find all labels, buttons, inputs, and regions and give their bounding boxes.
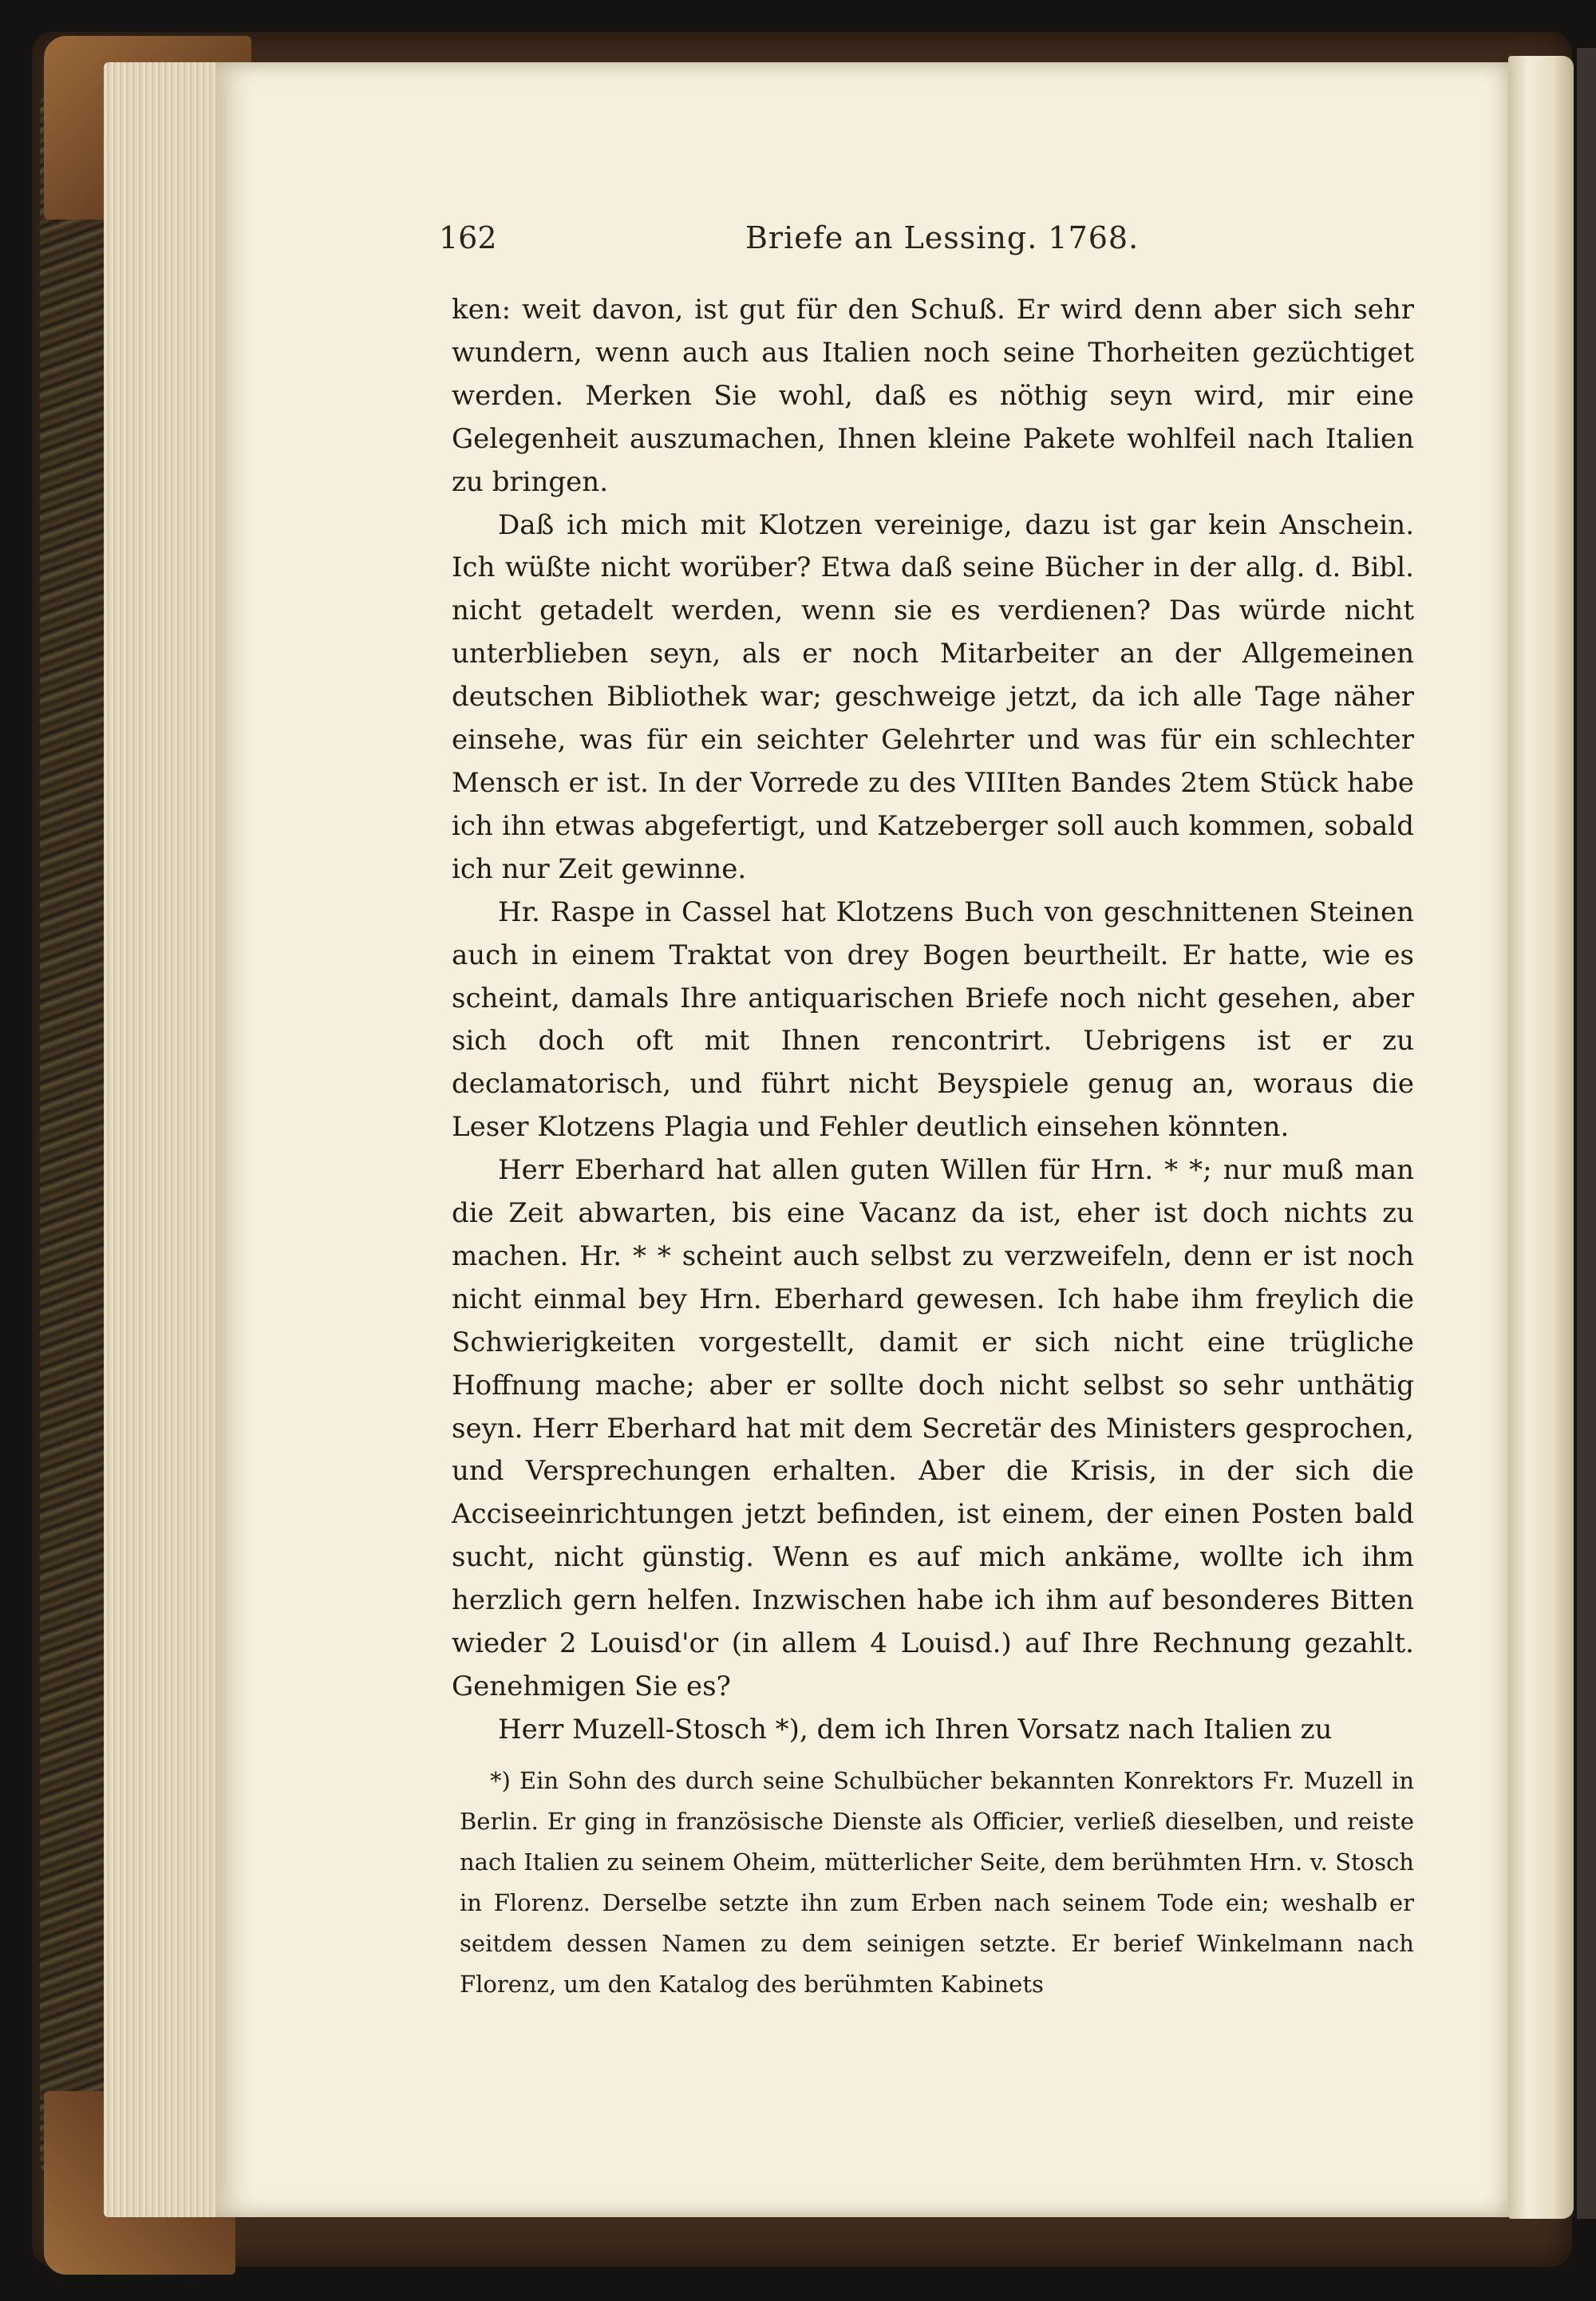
paragraph-continuation: ken: weit davon, ist gut für den Schuß. Er wird denn aber sich sehr wundern, wenn auch aus Italien noch seine Thorheiten gezüchtiget werden. Merken Sie wohl, daß es nöthig seyn wird, mir eine Gelegenheit auszumachen, Ihnen kleine Pakete wohlfeil nach Italien zu bringen. — [452, 294, 1414, 498]
footnote: *) Ein Sohn des durch seine Schulbücher bekannten Konrektors Fr. Muzell in Berlin. Er ging in französische Dienste als Officier, verließ dieselben, und reiste nach Italien zu seinem Oheim, mütterlicher Seite, dem berühmten Hrn. v. Stosch in Florenz. Derselbe setzte ihn zum Erben nach seinem Tode ein; weshalb er seitdem dessen Namen zu dem seinigen setzte. Er berief Winkelmann nach Florenz, um den Katalog des berühmten Kabinets — [460, 1767, 1414, 1998]
body-text — [452, 289, 1414, 1752]
facing-page-strip — [1577, 48, 1596, 2219]
paragraph: Daß ich mich mit Klotzen vereinige, dazu ist gar kein Anschein. Ich wüßte nicht worüber? Etwa daß seine Bücher in der allg. d. Bibl. nicht getadelt werden, wenn sie es verdienen? Das würde nicht unterblieben seyn, als er noch Mitarbeiter an der Allgemeinen deutschen Bibliothek war; geschweige jetzt, da ich alle Tage näher einsehe, was für ein seichter Gelehrter und was für ein schlechter Mensch er ist. In der Vorrede zu des VIIIten Bandes 2tem Stück habe ich ihn etwas abgefertigt, und Katzeberger soll auch kommen, sobald ich nur Zeit gewinne. — [452, 508, 1414, 885]
footnote-section — [460, 1761, 1414, 2005]
page-number: 162 — [439, 220, 497, 255]
page-edge-right — [1508, 56, 1574, 2219]
paragraph: Herr Eberhard hat allen guten Willen für Hrn. * *; nur muß man die Zeit abwarten, bis eine Vacanz da ist, eher ist doch nichts zu machen. Hr. * * scheint auch selbst zu verzweifeln, denn er ist noch nicht einmal bey Hrn. Eberhard gewesen. Ich habe ihm freylich die Schwierigkeiten vorgestellt, damit er sich nicht eine trügliche Hoffnung mache; aber er sollte doch nicht selbst so sehr unthätig seyn. Herr Eberhard hat mit dem Secretär des Ministers gesprochen, und Versprechungen erhalten. Aber die Krisis, in der sich die Acciseeinrichtungen jetzt befinden, ist einem, der einen Posten bald sucht, nicht günstig. Wenn es auf mich ankäme, wollte ich ihm herzlich gern helfen. Inzwischen habe ich ihm auf besonderes Bitten wieder 2 Louisd'or (in allem 4 Louisd.) auf Ihre Rechnung gezahlt. Genehmigen Sie es? — [452, 1154, 1414, 1702]
running-title: Briefe an Lessing. 1768. — [745, 220, 1140, 255]
paragraph: Herr Muzell-Stosch *), dem ich Ihren Vorsatz nach Italien zu — [498, 1713, 1333, 1746]
page-stack-left — [104, 62, 231, 2217]
page-header — [439, 220, 1428, 268]
paragraph: Hr. Raspe in Cassel hat Klotzens Buch von geschnittenen Steinen auch in einem Traktat von drey Bogen beurtheilt. Er hatte, wie es scheint, damals Ihre antiquarischen Briefe noch nicht gesehen, aber sich doch oft mit Ihnen rencontrirt. Uebrigens ist er zu declamatorisch, und führt nicht Beyspiele genug an, woraus die Leser Klotzens Plagia und Fehler deutlich einsehen könnten. — [452, 895, 1414, 1144]
